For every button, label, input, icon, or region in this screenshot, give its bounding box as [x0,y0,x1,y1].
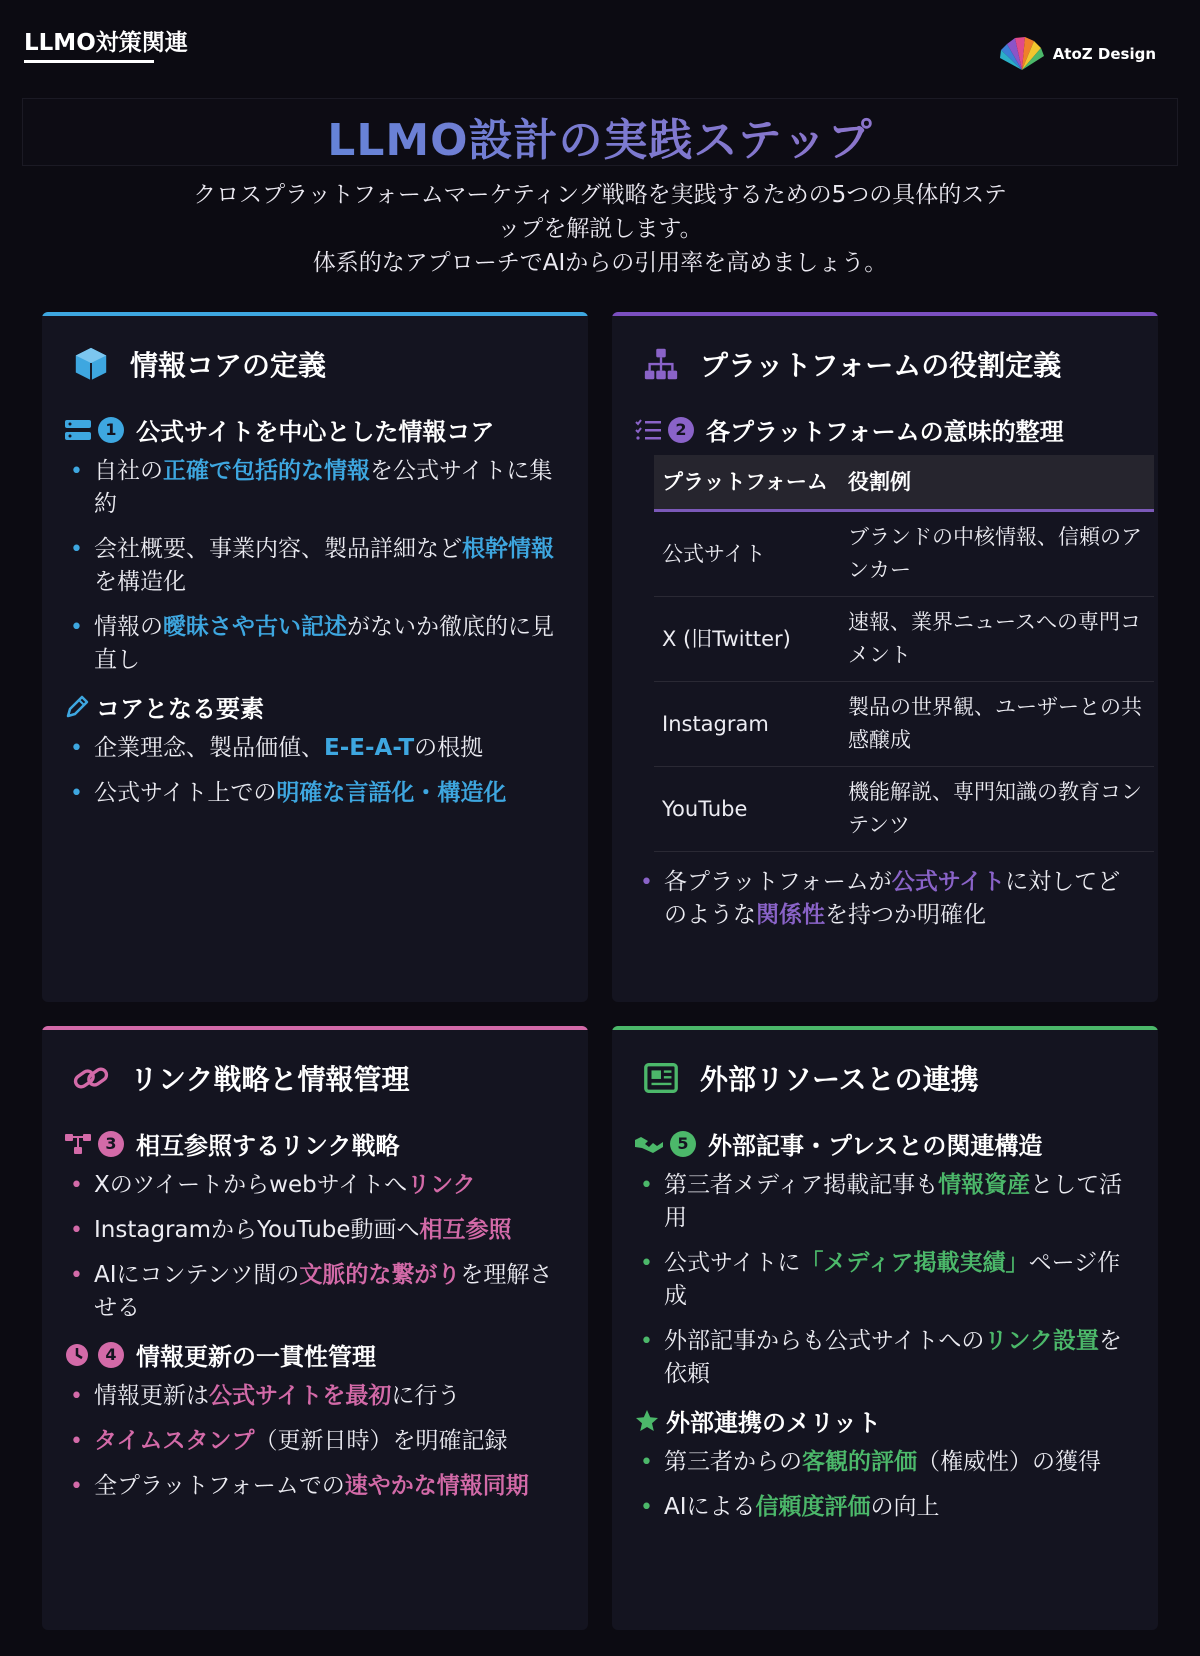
bullet-list [634,1169,1136,1391]
table-cell: 速報、業界ニュースへの専門コメント [840,597,1154,682]
bullet-list [634,1446,1136,1524]
card-header [642,344,1061,384]
table-cell: 機能解説、専門知識の教育コンテンツ [840,767,1154,852]
table-row [654,682,1154,767]
cube-icon [72,345,110,383]
card-accent-bar [42,312,588,316]
bullet-list [64,1169,566,1325]
card-header [642,1058,979,1098]
table-cell: YouTube [654,767,840,852]
section-heading [64,412,566,447]
server-icon [64,418,92,442]
list-item: • 各プラットフォームが公式サイトに対してどのような関係性を持つか明確化 [640,869,1121,928]
table-cell: X (旧Twitter) [654,597,840,682]
platform-table [654,455,1154,852]
section-title: 情報更新の一貫性管理 [136,1343,376,1371]
subtitle-line-2: ップを解説します。 [497,216,703,242]
brand-logo [999,36,1156,72]
handshake-icon [634,1132,664,1156]
link-icon [72,1059,110,1097]
section-heading [634,1403,1136,1438]
list-item: • Xのツイートからwebサイトへリンク [70,1172,476,1198]
newspaper-icon [642,1059,680,1097]
subtitle-line-3: 体系的なアプローチでAIからの引用率を高めましょう。 [312,250,888,276]
list-item: • 企業理念、製品価値、E-E-A-Tの根拠 [70,735,484,761]
card-title: リンク戦略と情報管理 [130,1063,410,1096]
section-title: 各プラットフォームの意味的整理 [706,418,1064,446]
table-header: プラットフォーム [654,455,840,511]
section-title: コアとなる要素 [96,695,264,723]
step-number: 4 [98,1342,124,1368]
card-header [72,1058,409,1098]
list-item: • InstagramからYouTube動画へ相互参照 [70,1217,512,1243]
card-content [634,1126,1136,1536]
card-accent-bar [42,1026,588,1030]
table-cell: 公式サイト [654,511,840,597]
card-info-core [42,312,588,1002]
page-title: LLMO設計の実践ステップ [0,104,1200,168]
fan-logo-icon [999,36,1045,72]
card-header [72,344,326,384]
card-content [634,412,1142,944]
sitemap-icon [642,345,680,383]
table-cell: Instagram [654,682,840,767]
card-content [64,1126,566,1515]
section-heading [64,1337,566,1372]
card-external-resources [612,1026,1158,1630]
star-icon [634,1408,660,1434]
list-item: • 外部記事からも公式サイトへのリンク設置を依頼 [640,1328,1122,1387]
table-row [654,511,1154,597]
card-title: プラットフォームの役割定義 [700,349,1062,382]
bullet-list [64,732,566,810]
list-icon [634,418,662,442]
bullet-list [64,455,566,677]
table-row [654,597,1154,682]
section-title: 相互参照するリンク戦略 [136,1132,400,1160]
tag-underline [24,60,154,63]
brand-name: AtoZ Design [1052,45,1156,63]
subtitle-line-1: クロスプラットフォームマーケティング戦略を実践するための5つの具体的ステ [193,182,1007,208]
table-row [654,767,1154,852]
card-title: 情報コアの定義 [130,349,327,382]
list-item: • 会社概要、事業内容、製品詳細など根幹情報を構造化 [70,536,554,595]
section-heading [64,689,566,724]
card-accent-bar [612,1026,1158,1030]
bullet-list [64,1380,566,1503]
table-cell: 製品の世界観、ユーザーとの共感醸成 [840,682,1154,767]
section-heading [634,412,1136,447]
list-item: • 公式サイト上での明確な言語化・構造化 [70,780,507,806]
table-cell: ブランドの中核情報、信頼のアンカー [840,511,1154,597]
card-platform-roles [612,312,1158,1002]
section-title: 外部記事・プレスとの関連構造 [708,1132,1043,1160]
list-item: • 情報更新は公式サイトを最初に行う [70,1383,461,1409]
card-title: 外部リソースとの連携 [700,1063,979,1096]
list-item: • 第三者からの客観的評価（権威性）の獲得 [640,1449,1101,1475]
list-item: • 自社の正確で包括的な情報を公式サイトに集約 [70,458,553,517]
list-item: • 公式サイトに「メディア掲載実績」ページ作成 [640,1250,1121,1309]
card-content [64,412,566,822]
category-tag: LLMO対策関連 [24,30,188,56]
pencil-icon [64,694,90,720]
step-number: 3 [98,1131,124,1157]
step-number: 5 [670,1131,696,1157]
table-header-row [654,455,1154,511]
table-header: 役割例 [840,455,1154,511]
list-item: • AIによる信頼度評価の向上 [640,1494,940,1520]
list-item: • タイムスタンプ（更新日時）を明確記録 [70,1428,508,1454]
list-item: • AIにコンテンツ間の文脈的な繋がりを理解させる [70,1262,553,1321]
step-number: 1 [98,417,124,443]
page-subtitle [100,178,1100,280]
bullet-list [634,866,1136,932]
clock-icon [64,1342,92,1368]
card-link-strategy [42,1026,588,1630]
list-item: • 全プラットフォームでの速やかな情報同期 [70,1473,529,1499]
list-item: • 情報の曖昧さや古い記述がないか徹底的に見直し [70,614,554,673]
section-title: 公式サイトを中心とした情報コア [136,418,495,446]
section-heading [634,1126,1136,1161]
section-heading [64,1126,566,1161]
network-icon [64,1132,92,1156]
section-title: 外部連携のメリット [666,1409,882,1437]
step-number: 2 [668,417,694,443]
list-item: • 第三者メディア掲載記事も情報資産として活用 [640,1172,1123,1231]
card-accent-bar [612,312,1158,316]
